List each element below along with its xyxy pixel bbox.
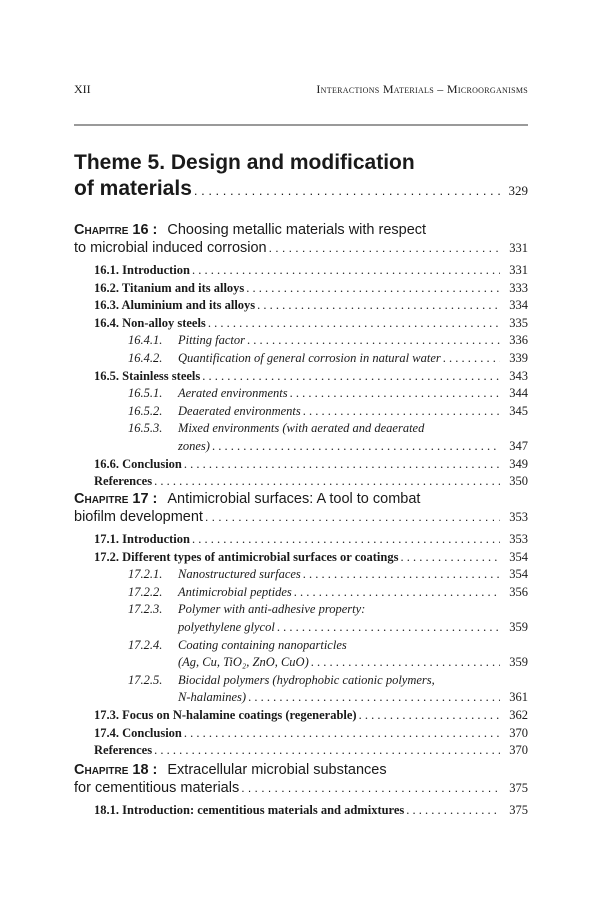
theme-page-number: 329 (508, 183, 528, 198)
chapter-entries (74, 803, 528, 821)
toc-entry (74, 567, 528, 585)
entry-page-number: 362 (509, 708, 528, 722)
entry-page-number: 334 (509, 298, 528, 313)
toc-entry (74, 263, 528, 281)
section-number: 16.5.1. (128, 386, 163, 401)
toc-entry (74, 457, 528, 475)
toc-entry (74, 726, 528, 744)
entry-page-number: 359 (509, 620, 528, 634)
entry-page-number: 350 (509, 474, 528, 489)
section-title: Antimicrobial peptides (178, 584, 292, 599)
entry-page-number: 331 (509, 263, 528, 277)
theme-title-text: Theme 5. Design and modification (74, 151, 415, 174)
running-header (74, 82, 528, 96)
section-title: Conclusion (122, 456, 182, 471)
entry-label (94, 457, 182, 472)
dot-leader (202, 369, 500, 384)
chapter-label: Chapitre 16 : (74, 222, 158, 238)
chapter-title-line1 (74, 762, 528, 780)
toc-entry (74, 690, 528, 708)
section-title: (Ag, Cu, TiO₂, ZnO, CuO) (178, 655, 309, 670)
toc-entry (74, 404, 528, 422)
chapter-title-line2 (74, 509, 528, 527)
section-title: Titanium and its alloys (121, 280, 245, 295)
entry-page-number: 370 (509, 725, 528, 740)
dot-leader (247, 333, 500, 348)
section-title: Polymer with anti-adhesive property: (178, 602, 366, 617)
entry-page-number: 375 (509, 803, 528, 817)
theme-title-line1 (74, 150, 528, 176)
toc-entry (74, 281, 528, 299)
entry-page-number: 354 (509, 549, 528, 564)
entry-label (94, 726, 182, 741)
chapter-title-line1 (74, 491, 528, 509)
entry-label (94, 743, 152, 758)
entry-page-number: 354 (509, 567, 528, 582)
chapter-title: to microbial induced corrosion (74, 240, 267, 256)
section-number: 16.3. (94, 298, 119, 313)
toc-entry (74, 369, 528, 387)
chapter-title: Extracellular microbial substances (167, 762, 387, 778)
dot-leader (294, 585, 500, 600)
chapter-heading (74, 491, 528, 531)
chapter-label: Chapitre 17 : (74, 491, 158, 507)
section-number: 18.1. (94, 803, 119, 817)
chapter-title: biofilm development (74, 509, 203, 525)
dot-leader (359, 708, 500, 723)
dot-leader (192, 532, 500, 547)
toc-entry (74, 298, 528, 316)
section-number: 17.2.2. (128, 584, 163, 599)
section-title: Non-alloy steels (122, 315, 206, 330)
toc-entry (74, 316, 528, 334)
toc-entry (74, 386, 528, 404)
dot-leader (248, 690, 500, 705)
chapter-title: for cementitious materials (74, 780, 240, 796)
section-title: Mixed environments (with aerated and deaerated (178, 421, 425, 436)
chapter-title-line1 (74, 222, 528, 240)
chapter-page-number: 331 (509, 241, 528, 255)
section-title: Deaerated environments (178, 403, 301, 418)
dot-leader (269, 241, 500, 255)
entry-page-number: 339 (509, 351, 528, 365)
section-number: 17.2.3. (128, 602, 163, 617)
toc-entry (74, 585, 528, 603)
section-title: N-halamines) (178, 690, 247, 705)
section-title: Aluminium and its alloys (121, 298, 256, 313)
entry-label (94, 281, 244, 296)
chapter-entries (74, 532, 528, 761)
section-number: 17.2.5. (128, 672, 163, 687)
dot-leader (184, 457, 500, 472)
section-title: Pitting factor (178, 333, 246, 348)
entry-page-number: 370 (509, 743, 528, 758)
entry-label (94, 550, 398, 565)
section-title: Introduction: cementitious materials and admixtures (122, 803, 405, 817)
entry-label (94, 474, 152, 489)
section-number: 17.2.1. (128, 567, 163, 582)
chapter-title: Choosing metallic materials with respect (167, 222, 427, 238)
toc-entry (74, 532, 528, 550)
dot-leader (311, 655, 500, 670)
section-number: 16.5. (94, 368, 119, 383)
dot-leader (277, 620, 500, 635)
toc-entry (74, 803, 528, 821)
toc-entry (74, 743, 528, 761)
theme-title-text: of materials (74, 177, 192, 200)
section-number: 16.5.2. (128, 403, 163, 418)
section-title: Introduction (122, 532, 190, 546)
section-title: References (94, 743, 153, 758)
running-title: Interactions Materials – Microorganisms (316, 82, 528, 96)
section-number: 17.2. (94, 549, 119, 564)
dot-leader (154, 474, 500, 489)
section-title: Nanostructured surfaces (178, 567, 301, 582)
dot-leader (212, 439, 500, 454)
section-number: 17.1. (94, 532, 119, 546)
chapter-title-line2 (74, 780, 528, 798)
dot-leader (208, 316, 500, 331)
entry-page-number: 353 (509, 532, 528, 546)
chapter-title-line2 (74, 240, 528, 258)
toc-entry (74, 351, 528, 369)
toc-entry (74, 333, 528, 351)
entry-page-number: 345 (509, 403, 528, 418)
theme-title-line2 (74, 176, 528, 204)
section-number: 16.4.1. (128, 333, 163, 348)
section-title: Aerated environments (178, 386, 288, 401)
entry-label (94, 803, 404, 818)
section-title: Different types of antimicrobial surfaces or coatings (122, 549, 399, 564)
dot-leader (241, 781, 500, 795)
section-number: 16.4.2. (128, 351, 163, 365)
entry-label (94, 298, 255, 313)
dot-leader (205, 510, 500, 524)
section-number: 16.4. (94, 315, 119, 330)
toc-entry (74, 708, 528, 726)
section-number: 16.2. (94, 280, 119, 295)
entry-label (94, 708, 357, 723)
dot-leader (290, 386, 500, 401)
entry-page-number: 347 (509, 439, 528, 453)
toc-entry (74, 673, 528, 691)
section-number: 16.5.3. (128, 421, 163, 436)
entry-page-number: 356 (509, 584, 528, 599)
dot-leader (443, 351, 500, 366)
toc-entry (74, 602, 528, 620)
entry-page-number: 361 (509, 690, 528, 705)
section-title: Introduction (122, 263, 190, 277)
entry-page-number: 349 (509, 456, 528, 471)
toc-entry (74, 421, 528, 439)
entry-label (94, 532, 190, 547)
section-title: zones) (178, 439, 210, 453)
section-title: Biocidal polymers (hydrophobic cationic polymers, (178, 672, 435, 687)
dot-leader (192, 263, 500, 278)
toc-entry (74, 439, 528, 457)
chapter-label: Chapitre 18 : (74, 762, 158, 778)
dot-leader (257, 298, 500, 313)
dot-leader (194, 178, 500, 204)
section-title: Conclusion (122, 725, 182, 740)
entry-page-number: 336 (509, 333, 528, 348)
toc-entry (74, 550, 528, 568)
section-title: polyethylene glycol (178, 620, 275, 634)
toc-entry (74, 655, 528, 673)
entry-page-number: 343 (509, 368, 528, 383)
section-number: 16.6. (94, 456, 119, 471)
chapter-page-number: 353 (509, 510, 528, 524)
section-number: 17.3. (94, 708, 119, 722)
entry-page-number: 333 (509, 280, 528, 295)
dot-leader (303, 567, 500, 582)
dot-leader (406, 803, 500, 818)
dot-leader (184, 726, 500, 741)
toc-entry (74, 620, 528, 638)
section-title: References (94, 474, 153, 489)
toc-entry (74, 638, 528, 656)
dot-leader (246, 281, 500, 296)
header-rule (74, 124, 528, 126)
toc-entry (74, 474, 528, 492)
entry-page-number: 344 (509, 386, 528, 401)
entry-label (94, 369, 200, 384)
section-title: Quantification of general corrosion in natural water (178, 351, 441, 365)
dot-leader (154, 743, 500, 758)
chapter-heading (74, 222, 528, 262)
entry-page-number: 359 (509, 655, 528, 670)
section-number: 17.2.4. (128, 637, 163, 652)
section-number: 17.4. (94, 725, 119, 740)
chapter-entries (74, 263, 528, 492)
dot-leader (303, 404, 500, 419)
chapter-page-number: 375 (509, 781, 528, 795)
dot-leader (400, 550, 500, 565)
section-title: Stainless steels (122, 368, 201, 383)
entry-page-number: 335 (509, 315, 528, 330)
entry-label (94, 263, 190, 278)
page-number: XII (74, 82, 91, 96)
section-title: Coating containing nanoparticles (178, 637, 347, 652)
chapter-heading (74, 762, 528, 802)
section-number: 16.1. (94, 263, 119, 277)
chapter-title: Antimicrobial surfaces: A tool to combat (167, 491, 421, 507)
section-title: Focus on N-halamine coatings (regenerable) (122, 708, 357, 722)
entry-label (94, 316, 206, 331)
